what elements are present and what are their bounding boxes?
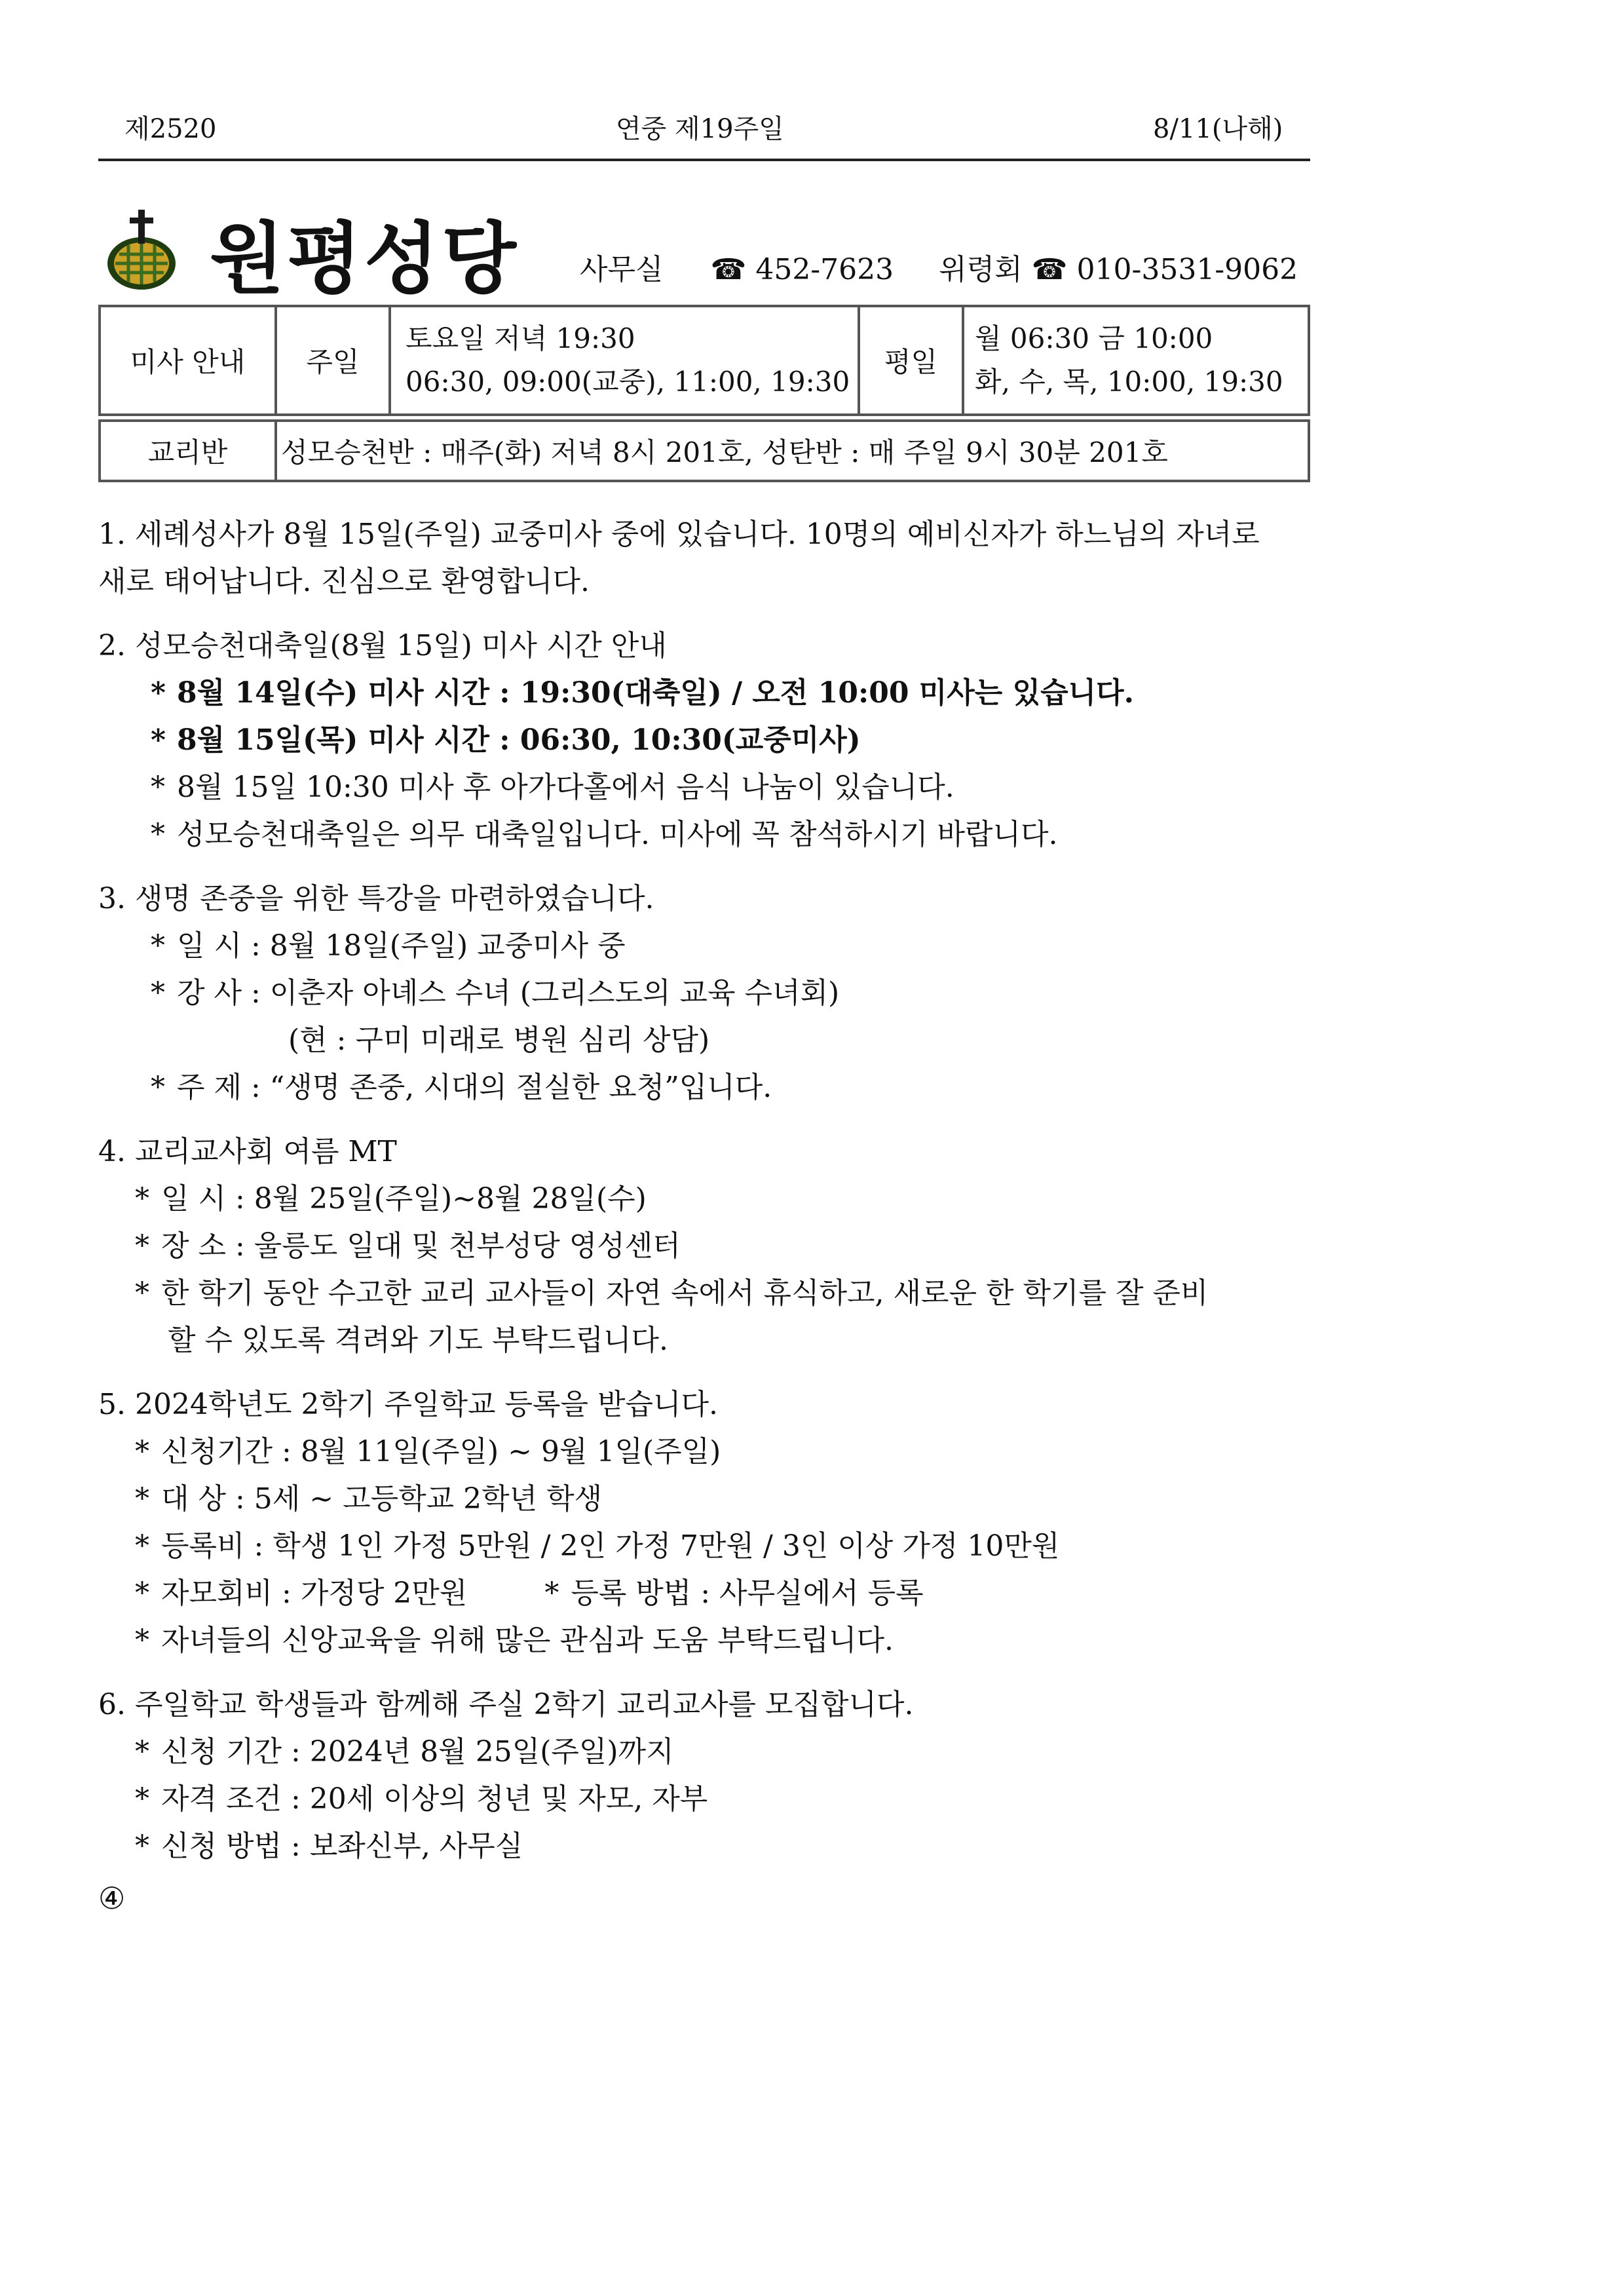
notice-number: 4. bbox=[98, 1135, 126, 1168]
phone-icon: ☎ bbox=[1031, 253, 1068, 286]
notice-detail: * 한 학기 동안 수고한 교리 교사들이 자연 속에서 휴식하고, 새로운 한 학기를 잘 준비 bbox=[135, 1276, 1209, 1310]
sunday-times-line1: 토요일 저녁 19:30 bbox=[406, 322, 635, 354]
issue-number: 제2520 bbox=[124, 114, 217, 144]
notice-text: 새로 태어납니다. 진심으로 환영합니다. bbox=[98, 565, 590, 598]
notice-detail: * 일 시 : 8월 25일(주일)~8월 28일(수) bbox=[135, 1182, 647, 1215]
notice-number: 6. bbox=[98, 1688, 126, 1721]
notice-title: 생명 존중을 위한 특강을 마련하였습니다. bbox=[135, 882, 654, 915]
page-number: ④ bbox=[98, 1881, 126, 1916]
notice-number: 1. bbox=[98, 518, 126, 551]
notice-number: 3. bbox=[98, 882, 126, 915]
notice-4 bbox=[98, 1128, 1317, 1364]
notice-1 bbox=[98, 511, 1317, 605]
notice-detail: * 대 상 : 5세 ~ 고등학교 2학년 학생 bbox=[135, 1482, 603, 1516]
notice-title: 주일학교 학생들과 함께해 주실 2학기 교리교사를 모집합니다. bbox=[135, 1688, 914, 1721]
catechism-row bbox=[98, 419, 1310, 482]
council-phone: 010-3531-9062 bbox=[1076, 253, 1298, 286]
notice-6 bbox=[98, 1681, 1317, 1870]
notice-detail: * 신청 방법 : 보좌신부, 사무실 bbox=[135, 1829, 523, 1863]
notice-detail: * 주 제 : “생명 존중, 시대의 절실한 요청”입니다. bbox=[151, 1071, 772, 1104]
notice-3 bbox=[98, 875, 1317, 1111]
notice-detail: * 장 소 : 울릉도 일대 및 천부성당 영성센터 bbox=[135, 1229, 681, 1263]
sunday-label: 주일 bbox=[306, 346, 360, 378]
notice-detail: * 자모회비 : 가정당 2만원 * 등록 방법 : 사무실에서 등록 bbox=[135, 1577, 924, 1610]
notice-detail: * 신청 기간 : 2024년 8월 25일(주일)까지 bbox=[135, 1735, 674, 1769]
liturgical-week: 연중 제19주일 bbox=[616, 114, 784, 144]
notice-detail: * 신청기간 : 8월 11일(주일) ~ 9월 1일(주일) bbox=[135, 1435, 721, 1468]
mass-schedule-label: 미사 안내 bbox=[130, 346, 246, 378]
bulletin-header bbox=[98, 108, 1310, 142]
notice-text: 세례성사가 8월 15일(주일) 교중미사 중에 있습니다. 10명의 예비신자가 하느님의 자녀로 bbox=[135, 518, 1260, 551]
notice-number: 2. bbox=[98, 629, 126, 662]
notice-detail: * 일 시 : 8월 18일(주일) 교중미사 중 bbox=[151, 929, 626, 963]
notice-detail: 할 수 있도록 격려와 기도 부탁드립니다. bbox=[168, 1324, 668, 1357]
catechism-text: 성모승천반 : 매주(화) 저녁 8시 201호, 성탄반 : 매 주일 9시 30분 201호 bbox=[281, 436, 1168, 469]
bulletin-date: 8/11(나해) bbox=[1153, 114, 1283, 144]
notice-detail: * 8월 15일(목) 미사 시간 : 06:30, 10:30(교중미사) bbox=[151, 723, 861, 757]
catechism-label: 교리반 bbox=[147, 436, 228, 469]
notice-detail: * 8월 15일 10:30 미사 후 아가다홀에서 음식 나눔이 있습니다. bbox=[151, 771, 954, 804]
contact-info bbox=[580, 246, 1298, 288]
notice-detail: * 등록비 : 학생 1인 가정 5만원 / 2인 가정 7만원 / 3인 이상 가정 10만원 bbox=[135, 1529, 1060, 1563]
notice-detail: * 강 사 : 이춘자 아녜스 수녀 (그리스도의 교육 수녀회) bbox=[151, 976, 840, 1010]
notice-title: 2024학년도 2학기 주일학교 등록을 받습니다. bbox=[135, 1388, 718, 1421]
office-phone: 452-7623 bbox=[755, 253, 894, 286]
weekday-times-line2: 화, 수, 목, 10:00, 19:30 bbox=[975, 366, 1283, 398]
sunday-times-line2: 06:30, 09:00(교중), 11:00, 19:30 bbox=[406, 366, 850, 398]
notice-detail: * 8월 14일(수) 미사 시간 : 19:30(대축일) / 오전 10:00 미사는 있습니다. bbox=[151, 676, 1134, 710]
notice-detail: * 성모승천대축일은 의무 대축일입니다. 미사에 꼭 참석하시기 바랍니다. bbox=[151, 818, 1058, 851]
notice-title: 교리교사회 여름 MT bbox=[135, 1135, 397, 1168]
church-name: 원평성당 bbox=[210, 214, 519, 304]
office-label: 사무실 bbox=[580, 253, 664, 286]
notice-number: 5. bbox=[98, 1388, 126, 1421]
header-divider bbox=[98, 159, 1310, 161]
weekday-times-line1: 월 06:30 금 10:00 bbox=[975, 322, 1213, 354]
notice-title: 성모승천대축일(8월 15일) 미사 시간 안내 bbox=[135, 629, 667, 662]
phone-icon: ☎ bbox=[710, 253, 747, 286]
weekday-times bbox=[964, 307, 1308, 413]
notice-detail: (현 : 구미 미래로 병원 심리 상담) bbox=[288, 1024, 710, 1057]
weekday-label: 평일 bbox=[884, 346, 938, 378]
notice-5 bbox=[98, 1381, 1317, 1664]
notice-2 bbox=[98, 622, 1317, 858]
council-label: 위령회 bbox=[939, 253, 1023, 286]
notices bbox=[98, 511, 1317, 1887]
cross-emblem-icon bbox=[105, 208, 178, 292]
notice-detail: * 자격 조건 : 20세 이상의 청년 및 자모, 자부 bbox=[135, 1782, 708, 1816]
mass-schedule-table bbox=[98, 305, 1310, 416]
notice-detail: * 자녀들의 신앙교육을 위해 많은 관심과 도움 부탁드립니다. bbox=[135, 1624, 894, 1657]
